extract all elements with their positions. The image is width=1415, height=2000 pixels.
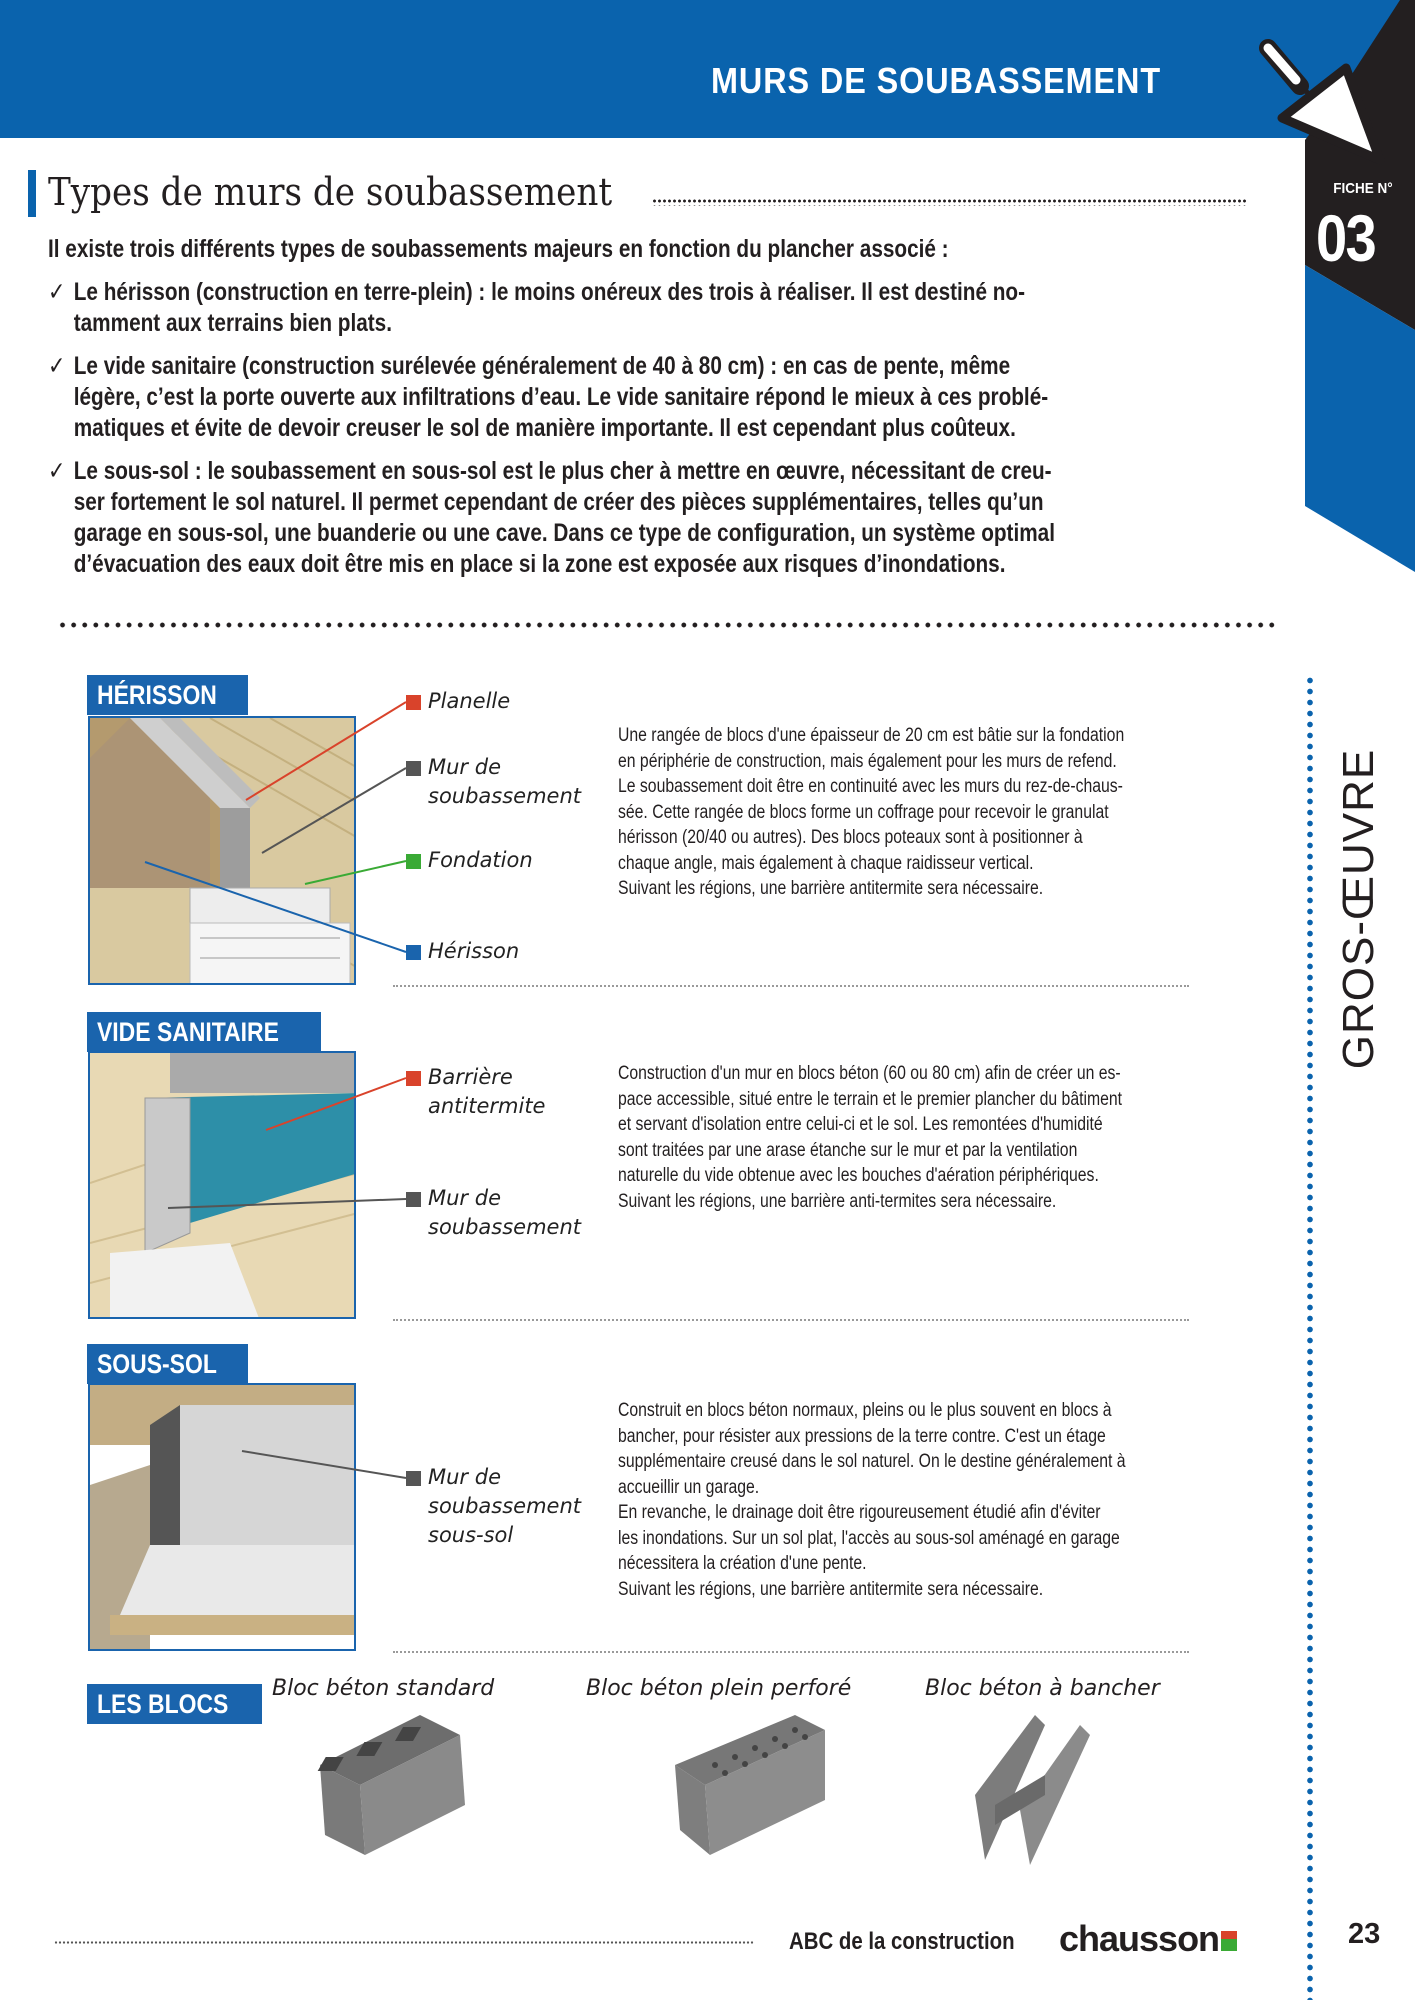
intro-bullet-line: matiques et évite de devoir creuser le sol de manière importante. Il est cependant plus coûteux. [73,414,1016,442]
section-dotted-divider [57,620,1277,630]
diagram-label-line: Fondation [428,848,533,872]
description-line: Le soubassement doit être en continuité avec les murs du rez-de-chaus- [618,776,1123,797]
check-icon: ✓ [48,352,66,380]
diagram-label-line: Barrière [428,1065,513,1089]
tag-sous-sol: SOUS-SOL [87,1344,248,1384]
intro-bullet-line: tamment aux terrains bien plats. [73,309,392,337]
label-marker-icon [406,695,421,710]
page-number: 23 [1348,1918,1381,1950]
description-line: bancher, pour résister aux pressions de la terre contre. C'est un étage [618,1425,1106,1447]
diagram-label [428,1463,581,1550]
divider [393,1651,1189,1653]
vide-sanitaire-illustration [88,1051,356,1319]
intro-bullet-line: garage en sous-sol, une buanderie ou une cave. Dans ce type de configuration, un système optimal [73,519,1055,547]
diagram-label [428,937,519,966]
sous-sol-illustration [88,1383,356,1651]
footer-dotted-leader [54,1940,754,1945]
description-line: naturelle du vide obtenue avec les bouches d'aération périphériques. [618,1165,1099,1186]
diagram-label [428,1063,545,1121]
block-standard-image [318,1715,465,1855]
brand-logo-mark [1221,1931,1237,1951]
description-line: sont traitées par une arase étanche sur le mur et par la ventilation [618,1139,1078,1161]
intro-bullet-line: légère, c’est la porte ouverte aux infiltrations d’eau. Le vide sanitaire répond le mieux à ces problé- [73,383,1049,411]
diagram-label-line: Mur de [428,755,501,779]
fiche-number: 03 [1316,201,1376,275]
sous-sol-description [618,1398,1199,1602]
label-marker-icon [406,761,421,776]
description-line: Construit en blocs béton normaux, pleins ou le plus souvent en blocs à [618,1400,1112,1421]
diagram-label-line: sous-sol [428,1523,514,1547]
description-line: chaque angle, mais également à chaque raidisseur vertical. [618,852,1034,874]
description-line: Suivant les régions, une barrière anti-termites sera nécessaire. [618,1190,1057,1212]
label-marker-icon [406,1071,421,1086]
diagram-label [428,753,581,811]
intro-bullet-line: d’évacuation des eaux doit être mis en place si la zone est exposée aux risques d’inondations. [73,550,1006,578]
label-marker-icon [406,1192,421,1207]
description-line: Construction d'un mur en blocs béton (60 ou 80 cm) afin de créer un es- [618,1063,1121,1084]
diagram-label-line: Planelle [428,689,511,713]
herisson-illustration [88,716,356,985]
diagram-label [428,687,510,716]
intro-bullet-line: Le sous-sol : le soubassement en sous-sol est le plus cher à mettre en œuvre, nécessitant de creu- [73,457,1052,485]
description-line: nécessitera la création d'une pente. [618,1553,867,1574]
herisson-description [618,723,1199,902]
title-dotted-leader [652,198,1248,206]
diagram-label-line: soubassement [428,1215,582,1239]
tag-les-blocs: LES BLOCS [87,1684,262,1724]
check-icon: ✓ [48,457,66,485]
description-line: et servant d'isolation entre celui-ci et le sol. Les remontées d'humidité [618,1114,1103,1135]
page-header-title: MURS DE SOUBASSEMENT [710,60,1161,101]
diagram-label-line: Mur de [428,1465,501,1489]
side-category-title: GROS-ŒUVRE [1334,748,1383,1070]
description-line: accueillir un garage. [618,1476,760,1498]
diagram-label-line: Hérisson [428,939,520,963]
tag-vide-sanitaire: VIDE SANITAIRE [87,1012,321,1052]
block-label-standard: Bloc béton standard [272,1676,495,1701]
divider [393,985,1189,987]
section-title: Types de murs de soubassement [48,170,613,214]
block-images [300,1715,1200,1875]
label-marker-icon [406,1471,421,1486]
footer-book-title: ABC de la construction [789,1928,1015,1955]
description-line: En revanche, le drainage doit être rigoureusement étudié afin d'éviter [618,1502,1101,1523]
vide-sanitaire-description [618,1061,1199,1214]
diagram-label-line: Mur de [428,1186,501,1210]
tag-herisson: HÉRISSON [87,675,248,715]
divider [393,1319,1189,1321]
diagram-label-line: antitermite [428,1094,546,1118]
intro-bullet [48,456,1276,580]
intro-lead: Il existe trois différents types de soubassements majeurs en fonction du plancher associé : [48,235,949,263]
block-label-bancher: Bloc béton à bancher [925,1676,1160,1701]
description-line: Suivant les régions, une barrière antitermite sera nécessaire. [618,878,1044,899]
intro-bullet-line: ser fortement le sol naturel. Il permet cependant de créer des pièces supplémentaires, telles qu’un [73,488,1044,516]
description-line: sée. Cette rangée de blocs forme un coffrage pour recevoir le granulat [618,801,1109,823]
description-line: supplémentaire creusé dans le sol naturel. On le destine généralement à [618,1451,1126,1472]
intro-bullet [48,277,1276,339]
description-line: les inondations. Sur un sol plat, l'accès au sous-sol aménagé en garage [618,1527,1120,1549]
block-bancher-image [975,1715,1090,1865]
vertical-dotted-divider [1306,675,1314,2000]
block-label-perfore: Bloc béton plein perforé [586,1676,852,1701]
description-line: pace accessible, situé entre le terrain et le premier plancher du bâtiment [618,1088,1123,1110]
diagram-label-line: soubassement [428,1494,582,1518]
intro-text [48,234,1276,580]
diagram-label-line: soubassement [428,784,582,808]
label-marker-icon [406,854,421,869]
intro-bullets [48,277,1276,580]
check-icon: ✓ [48,278,66,306]
label-marker-icon [406,945,421,960]
diagram-label [428,1184,581,1242]
intro-bullet [48,351,1276,444]
diagram-label [428,846,533,875]
intro-bullet-line: Le vide sanitaire (construction surélevée généralement de 40 à 80 cm) : en cas de pente, même [73,352,1011,380]
description-line: en périphérie de construction, mais également pour les murs de refend. [618,750,1117,772]
section-accent-bar [28,170,36,217]
brand-logo: chausson [1059,1918,1237,1960]
intro-bullet-line: Le hérisson (construction en terre-plein) : le moins onéreux des trois à réaliser. Il est destiné no- [73,278,1026,306]
description-line: Suivant les régions, une barrière antitermite sera nécessaire. [618,1578,1044,1600]
fiche-label: FICHE N° [1333,180,1393,197]
description-line: Une rangée de blocs d'une épaisseur de 20 cm est bâtie sur la fondation [618,725,1125,746]
description-line: hérisson (20/40 ou autres). Des blocs poteaux sont à positionner à [618,827,1083,848]
block-perfore-image [675,1715,825,1855]
